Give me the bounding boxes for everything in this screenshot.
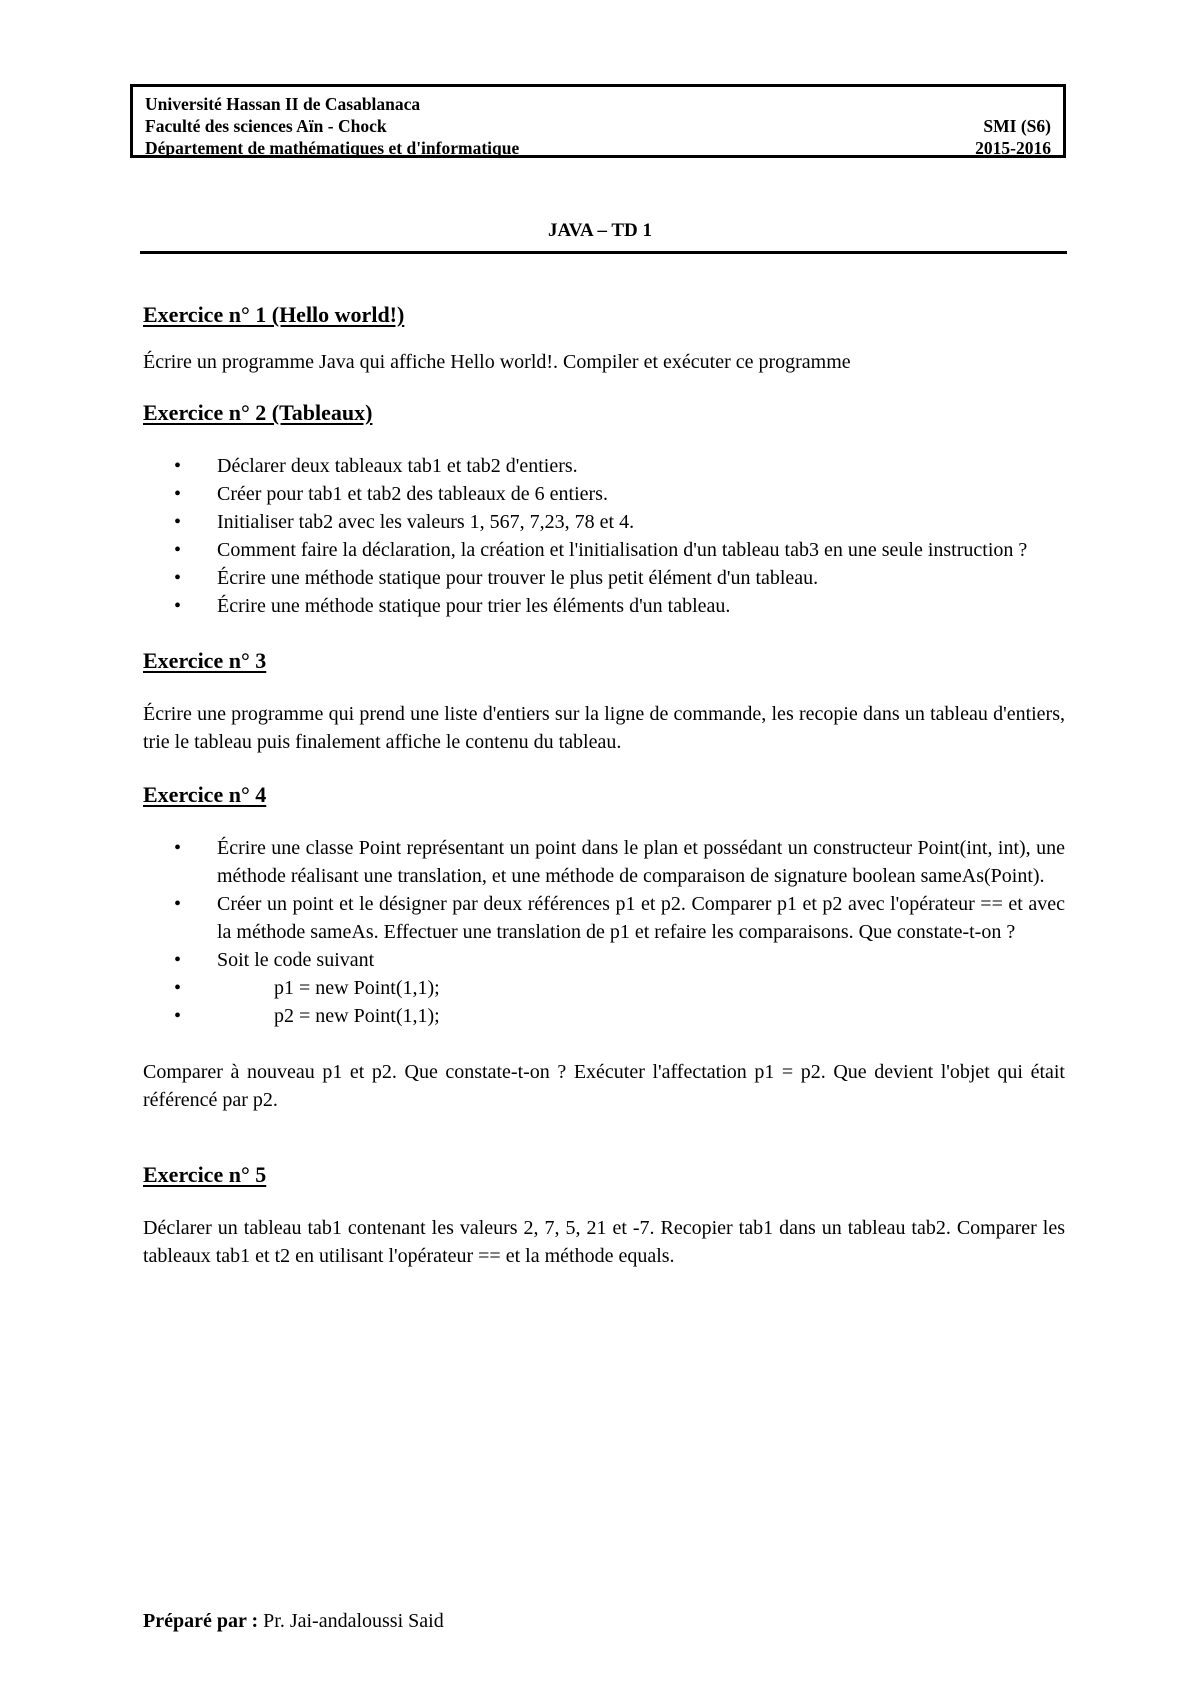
list-item: • Déclarer deux tableaux tab1 et tab2 d'entiers. xyxy=(143,452,1065,480)
exercise-1-heading: Exercice n° 1 (Hello world!) xyxy=(143,302,405,327)
header-row-1 xyxy=(145,93,1051,115)
list-item: • Écrire une méthode statique pour trouver le plus petit élément d'un tableau. xyxy=(143,564,1065,592)
faculty-name: Faculté des sciences Aïn - Chock xyxy=(145,116,387,136)
header-row-2 xyxy=(145,115,1051,137)
department-name: Département de mathématiques et d'informatique xyxy=(145,138,520,158)
academic-year: 2015-2016 xyxy=(975,138,1051,158)
program-label: SMI (S6) xyxy=(983,116,1051,136)
code-line: • p1 = new Point(1,1); xyxy=(143,974,1065,1002)
list-item: • Comment faire la déclaration, la création et l'initialisation d'un tableau tab3 en une seule instruction ? xyxy=(143,536,1065,564)
exercise-2-heading: Exercice n° 2 (Tableaux) xyxy=(143,400,373,425)
title-rule xyxy=(140,251,1067,254)
footer-author: Pr. Jai-andaloussi Said xyxy=(263,1610,444,1632)
exercise-4-text: Comparer à nouveau p1 et p2. Que constate-t-on ? Exécuter l'affectation p1 = p2. Que devient l'objet qui était référencé par p2. xyxy=(143,1061,1065,1111)
list-item: • Créer un point et le désigner par deux références p1 et p2. Comparer p1 et p2 avec l'opérateur == et avec la méthode sameAs. Effectuer une translation de p1 et refaire les comparaisons. Que constate-t-on ? xyxy=(143,890,1065,946)
exercise-2-list xyxy=(143,452,1065,620)
list-item: • Écrire une méthode statique pour trier les éléments d'un tableau. xyxy=(143,592,1065,620)
code-line: • p2 = new Point(1,1); xyxy=(143,1002,1065,1030)
exercise-1-text: Écrire un programme Java qui affiche Hello world!. Compiler et exécuter ce programme xyxy=(143,351,851,373)
header-box xyxy=(130,84,1066,158)
exercise-3-heading: Exercice n° 3 xyxy=(143,648,267,673)
document-title: JAVA – TD 1 xyxy=(547,220,653,241)
exercise-3-text: Écrire une programme qui prend une liste d'entiers sur la ligne de commande, les recopie dans un tableau d'entiers, trie le tableau puis finalement affiche le contenu du tableau. xyxy=(143,703,1065,753)
list-item: • Créer pour tab1 et tab2 des tableaux de 6 entiers. xyxy=(143,480,1065,508)
exercise-5-text: Déclarer un tableau tab1 contenant les valeurs 2, 7, 5, 21 et -7. Recopier tab1 dans un tableau tab2. Comparer les tableaux tab1 et t2 en utilisant l'opérateur == et la méthode equals. xyxy=(143,1217,1065,1267)
exercise-4-list xyxy=(143,834,1065,1030)
header-row-3 xyxy=(145,137,1051,159)
footer xyxy=(143,1610,444,1633)
exercise-content xyxy=(143,300,1065,1270)
exercise-4-heading: Exercice n° 4 xyxy=(143,782,267,807)
exercise-5-heading: Exercice n° 5 xyxy=(143,1162,267,1187)
list-item: • Écrire une classe Point représentant un point dans le plan et possédant un constructeur Point(int, int), une méthode réalisant une translation, et une méthode de comparaison de signature boolean sameAs(Point). xyxy=(143,834,1065,890)
list-item: • Initialiser tab2 avec les valeurs 1, 567, 7,23, 78 et 4. xyxy=(143,508,1065,536)
university-name: Université Hassan II de Casablanaca xyxy=(145,94,421,114)
footer-label: Préparé par : xyxy=(143,1610,259,1632)
list-item: • Soit le code suivant xyxy=(143,946,1065,974)
